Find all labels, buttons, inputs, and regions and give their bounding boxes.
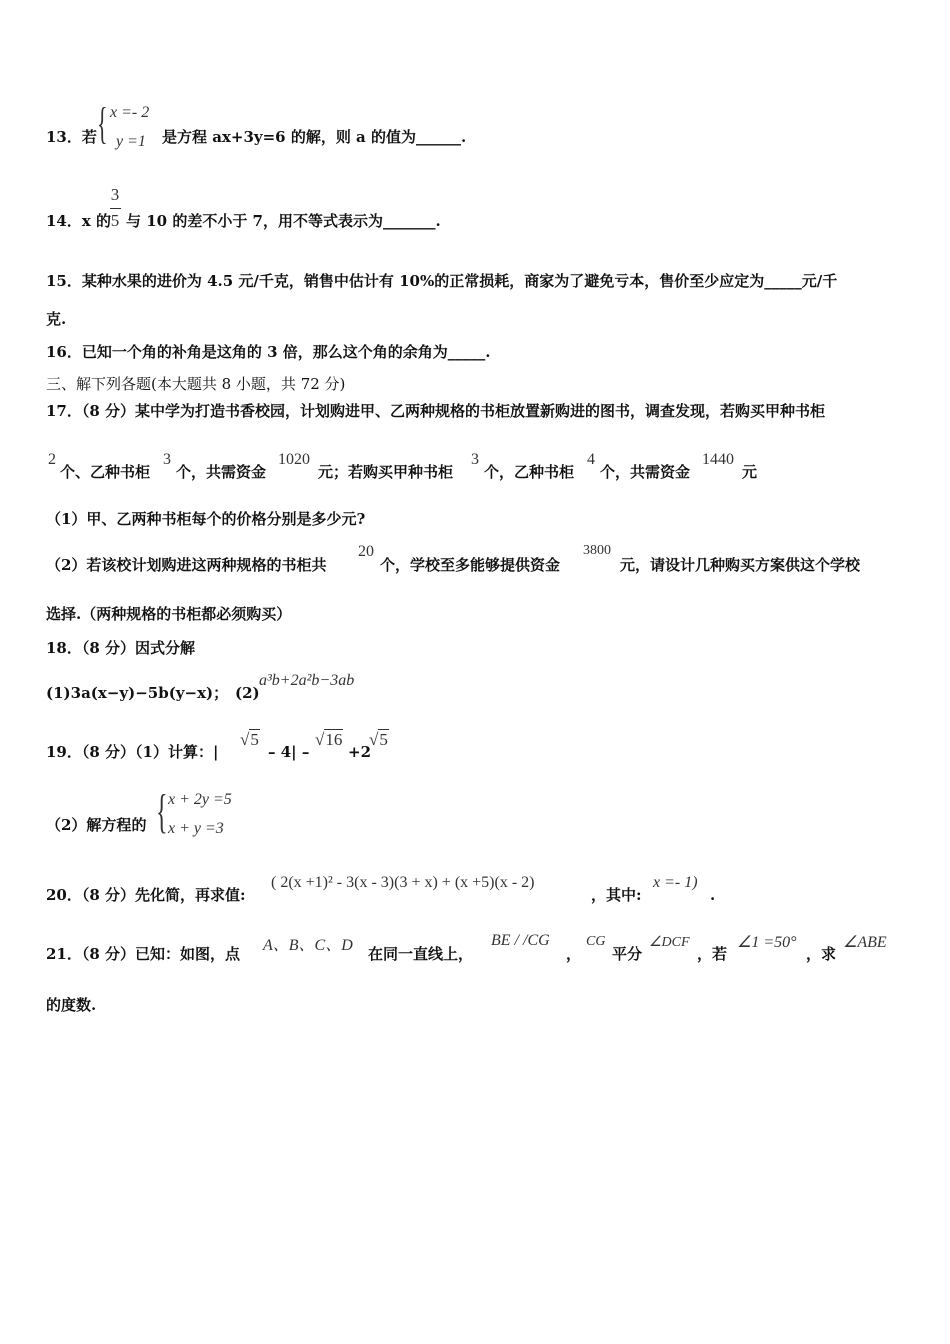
q20-where: ，其中: <box>591 886 642 904</box>
q19-sqrt-5b: √5 <box>369 730 388 749</box>
q17-num-4: 4 <box>587 451 595 468</box>
q19-sqrt-5b-radicand: 5 <box>379 730 388 749</box>
q17-text-1: 个、乙种书柜 <box>60 463 151 481</box>
q21-points: A、B、C、D <box>263 937 353 954</box>
q19-sqrt-5: √5 <box>240 730 259 749</box>
q20-expression: ( 2(x +1)² - 3(x - 3)(3 + x) + (x +5)(x - 2) <box>271 874 535 891</box>
q21-text-1: 在同一直线上， <box>368 945 474 963</box>
q19-equation-2: x + y =3 <box>168 820 224 837</box>
q17-sub-2-b: 个，学校至多能够提供资金 <box>380 556 561 574</box>
q21-text-2: 平分 <box>612 945 643 963</box>
q21-angle-1: ∠1 =50° <box>737 934 797 951</box>
q17-text-5: 个，共需资金 <box>600 463 691 481</box>
q17-sub-2-line-2: 选择.（两种规格的书柜都必须购买） <box>46 605 292 623</box>
section-3-title: 三、解下列各题(本大题共 8 小题，共 72 分) <box>46 375 346 393</box>
q18-part-2-label: (2) <box>235 684 260 702</box>
q14-fraction-numerator: 3 <box>110 185 120 204</box>
q14-number: 14．x 的 <box>46 212 112 230</box>
q19-sqrt-5-radicand: 5 <box>250 730 259 749</box>
q17-sub-2-num-20: 20 <box>358 543 374 560</box>
q13-number: 13．若 <box>46 128 97 146</box>
q17-num-3: 3 <box>163 451 171 468</box>
q17-sub-2-num-3800: 3800 <box>583 543 611 558</box>
q19-sqrt-16-radicand: 16 <box>325 730 343 749</box>
q13-brace: { <box>97 99 108 148</box>
q17-num-1020: 1020 <box>278 451 310 468</box>
q14-fraction-bar <box>110 208 121 209</box>
q21-text-3: ，若 <box>697 945 728 963</box>
q20-end: . <box>710 886 716 904</box>
q17-line-1: 17．（8 分）某中学为打造书香校园，计划购进甲、乙两种规格的书柜放置新购进的图书，调查发现，若购买甲种书柜 <box>46 402 826 420</box>
q14-fraction-denominator: 5 <box>110 211 120 230</box>
q13-text: 是方程 ax+3y=6 的解，则 a 的值为______. <box>162 128 467 146</box>
q17-text-4: 个，乙种书柜 <box>484 463 575 481</box>
q19-brace: { <box>156 785 168 838</box>
q19-sqrt-16: √16 <box>315 730 343 749</box>
q21-angle-dcf: ∠DCF <box>649 935 690 950</box>
q18-title: 18．（8 分）因式分解 <box>46 639 196 657</box>
q16-text: 16．已知一个角的补角是这角的 3 倍，那么这个角的余角为_____. <box>46 343 491 361</box>
q17-text-2: 个，共需资金 <box>176 463 267 481</box>
q18-part-2-expression: a³b+2a²b−3ab <box>259 672 355 689</box>
q19-part-1-plus: +2 <box>348 743 372 761</box>
q13-equation-2: y =1 <box>116 133 146 150</box>
q14-text: 与 10 的差不小于 7，用不等式表示为_______. <box>126 212 441 230</box>
q15-line-2: 克. <box>46 310 67 328</box>
q15-line-1: 15．某种水果的进价为 4.5 元/千克，销售中估计有 10%的正常损耗，商家为了避免亏本，售价至少应定为_____元/千 <box>46 272 838 290</box>
q20-condition: x =- 1) <box>653 874 698 891</box>
q17-sub-2-a: （2）若该校计划购进这两种规格的书柜共 <box>46 556 327 574</box>
q21-cg: CG <box>586 934 606 949</box>
q13-equation-1: x =- 2 <box>110 104 150 121</box>
q19-equation-1: x + 2y =5 <box>168 791 232 808</box>
q17-num-3b: 3 <box>471 451 479 468</box>
q21-angle-abe: ∠ABE <box>843 934 887 951</box>
q19-part-1-label: 19．（8 分）（1）计算：| <box>46 743 219 761</box>
q21-text-4: ，求 <box>806 945 837 963</box>
q19-part-1-mid: – 4| – <box>268 743 310 761</box>
q17-text-3: 元；若购买甲种书柜 <box>318 463 454 481</box>
q21-line-2: 的度数. <box>46 996 97 1014</box>
q21-comma: ， <box>566 945 582 963</box>
q17-num-1440: 1440 <box>702 451 734 468</box>
q21-label: 21．（8 分）已知：如图，点 <box>46 945 241 963</box>
q17-num-2: 2 <box>48 451 56 468</box>
q20-label: 20．（8 分）先化简，再求值: <box>46 886 246 904</box>
q18-part-1: (1)3a(x−y)−5b(y−x)； <box>46 684 229 702</box>
q19-part-2-label: （2）解方程的 <box>46 816 147 834</box>
q17-sub-1: （1）甲、乙两种书柜每个的价格分别是多少元? <box>46 510 366 528</box>
q17-sub-2-c: 元，请设计几种购买方案供这个学校 <box>620 556 861 574</box>
q17-text-6: 元 <box>742 463 758 481</box>
q21-parallel: BE / /CG <box>491 932 550 949</box>
